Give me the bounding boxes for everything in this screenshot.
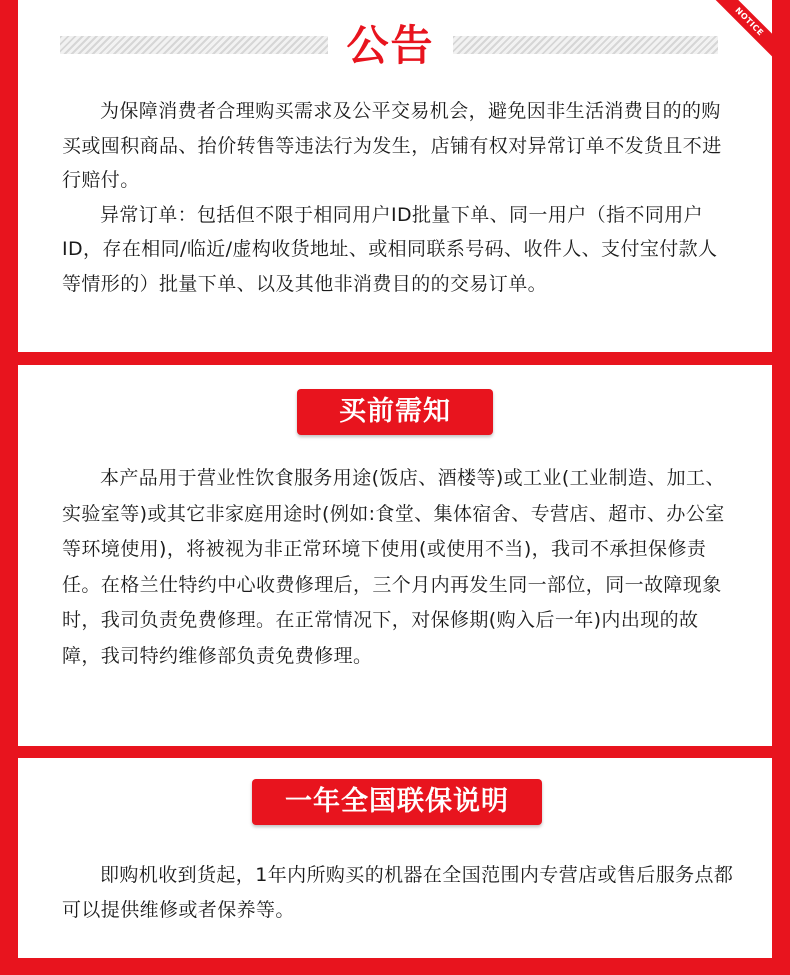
- decorative-stripe-left: [60, 36, 328, 54]
- warranty-body: [62, 858, 734, 927]
- warranty-title-badge: 一年全国联保说明: [252, 779, 542, 825]
- prebuy-title-badge: 买前需知: [297, 389, 493, 435]
- prebuy-panel: [18, 365, 772, 746]
- notice-paragraph-2: 异常订单：包括但不限于相同用户ID批量下单、同一用户（指不同用户ID，存在相同/临近/虚构收货地址、或相同联系号码、收件人、支付宝付款人等情形的）批量下单、以及其他非消费目的的交易订单。: [62, 203, 718, 295]
- prebuy-body: [62, 461, 734, 674]
- notice-title: 公告: [346, 21, 435, 70]
- notice-paragraph-1: 为保障消费者合理购买需求及公平交易机会，避免因非生活消费目的的购买或囤积商品、抬价转售等违法行为发生，店铺有权对异常订单不发货且不进行赔付。: [62, 100, 722, 191]
- warranty-panel: [18, 758, 772, 958]
- notice-ribbon-icon: [712, 0, 772, 60]
- decorative-stripe-right: [453, 36, 718, 54]
- notice-ribbon-label: NOTICE: [712, 0, 772, 59]
- notice-body: [62, 94, 734, 301]
- notice-panel: [18, 0, 772, 352]
- prebuy-paragraph-1: 本产品用于营业性饮食服务用途(饭店、酒楼等)或工业(工业制造、加工、实验室等)或其它非家庭用途时(例如:食堂、集体宿舍、专营店、超市、办公室等环境使用)，将被视为非正常环境下使用(或使用不当)，我司不承担保修责任。在格兰仕特约中心收费修理后，三个月内再发生同一部位，同一故障现象时，我司负责免费修理。在正常情况下，对保修期(购入后一年)内出现的故障，我司特约维修部负责免费修理。: [62, 467, 725, 667]
- warranty-paragraph-1: 即购机收到货起，1年内所购买的机器在全国范围内专营店或售后服务点都可以提供维修或者保养等。: [62, 864, 734, 921]
